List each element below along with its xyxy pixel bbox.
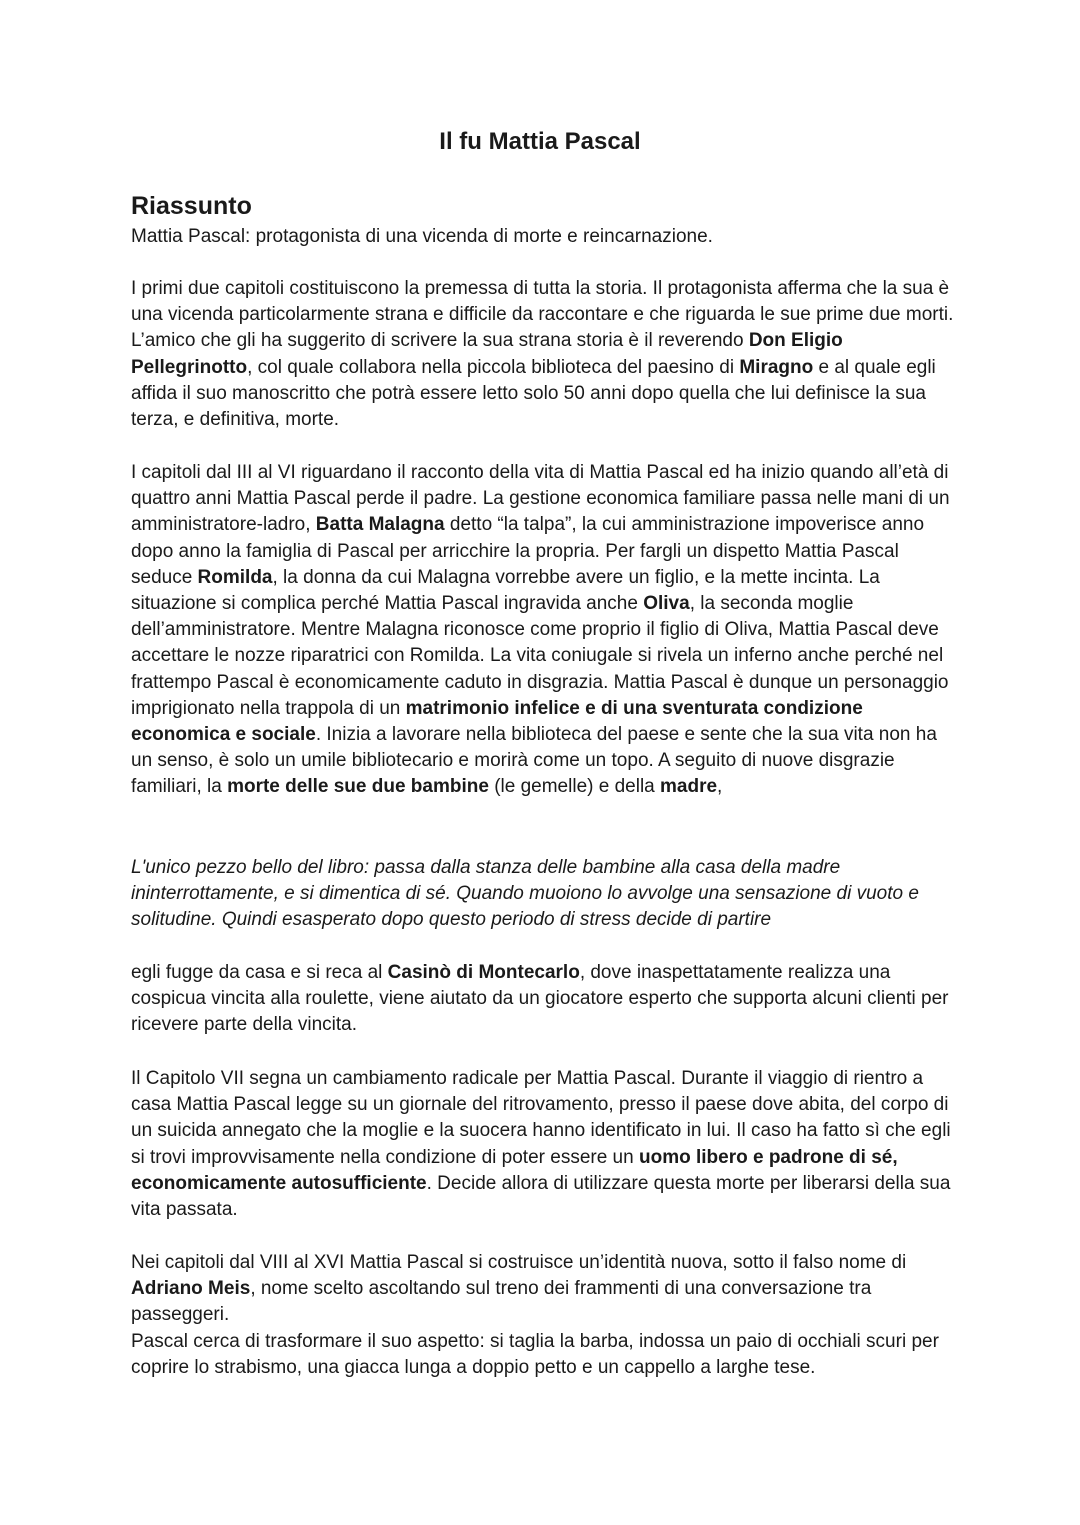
bold-text-run: Casinò di Montecarlo <box>387 962 580 983</box>
bold-text-run: morte delle sue due bambine <box>227 776 489 798</box>
paragraph-chapter-7 <box>131 1066 961 1223</box>
text-run: e al quale egli affida il suo manoscritto che potrà essere letto solo 50 anni dopo quella che lui definisce la sua terza, e definitiva, morte. <box>131 356 936 431</box>
paragraph-chapters-1-2 <box>131 276 961 433</box>
bold-text-run: Romilda <box>197 566 273 588</box>
bold-text-run: Oliva <box>643 593 690 615</box>
bold-text-run: Miragno <box>739 356 814 378</box>
paragraph-chapters-3-6 <box>131 460 961 801</box>
bold-text-run: madre <box>660 776 718 798</box>
text-run: , col quale collabora nella piccola biblioteca del paesino di <box>247 356 740 378</box>
text-run: I primi due capitoli costituiscono la premessa di tutta la storia. Il protagonista afferma che la sua è una vicenda particolarmente strana e difficile da raccontare e che riguarda le sue prime due morti. L’amico che gli ha suggerito di scrivere la sua strana storia è il reverendo <box>131 278 954 352</box>
text-run: egli fugge da casa e si reca al <box>131 962 388 983</box>
text-run: . Decide allora di utilizzare questa morte per liberarsi della sua vita passata. <box>131 1172 951 1221</box>
bold-text-run: matrimonio infelice e di una sventurata condizione economica e sociale <box>131 697 863 746</box>
text-run: Pascal cerca di trasformare il suo aspetto: si taglia la barba, indossa un paio di occhiali scuri per coprire lo strabismo, una giacca lunga a doppio petto e un cappello a larghe tese. <box>131 1331 939 1379</box>
bold-text-run: Don Eligio Pellegrinotto <box>131 330 843 378</box>
bold-text-run: Adriano Meis <box>131 1278 251 1300</box>
text-run: L'unico pezzo bello del libro: passa dalla stanza delle bambine alla casa della madre ininterrottamente, e si dimentica di sé. Quando muoiono lo avvolge una sensazione di vuoto e solitudine. Quindi esasperato dopo questo periodo di stress decide di partire <box>131 857 919 931</box>
text-run: Nei capitoli dal VIII al XVI Mattia Pascal si costruisce un’identità nuova, sotto il falso nome di <box>131 1252 907 1273</box>
section-heading: Riassunto <box>131 192 252 220</box>
text-run: , la donna da cui Malagna vorrebbe avere un figlio, e la mette incinta. La situazione si complica perché Mattia Pascal ingravida anche <box>131 566 880 615</box>
bold-text-run: uomo libero e padrone di sé, economicamente autosufficiente <box>131 1146 898 1194</box>
text-run: . Inizia a lavorare nella biblioteca del paese e sente che la sua vita non ha un senso, è solo un umile bibliotecario e morirà come un topo. A seguito di nuove disgrazie familiari, la <box>131 724 937 798</box>
text-run: , <box>717 776 723 798</box>
text-run: detto “la talpa”, la cui amministrazione impoverisce anno dopo anno la famiglia di Pascal per arricchire la propria. Per fargli un dispetto Mattia Pascal seduce <box>131 514 925 588</box>
text-run: I capitoli dal III al VI riguardano il racconto della vita di Mattia Pascal ed ha inizio quando all’età di quattro anni Mattia Pascal perde il padre. La gestione economica familiare passa nelle mani di un amministratore-ladro, <box>131 462 950 536</box>
document-title: Il fu Mattia Pascal <box>439 128 641 155</box>
paragraph-montecarlo <box>131 960 961 1039</box>
paragraph-chapters-8-16 <box>131 1250 961 1329</box>
paragraph-appearance <box>131 1329 961 1381</box>
text-run: Mattia Pascal: protagonista di una vicenda di morte e reincarnazione. <box>131 226 713 247</box>
text-run: Il Capitolo VII segna un cambiamento radicale per Mattia Pascal. Durante il viaggio di rientro a casa Mattia Pascal legge su un giornale del ritrovamento, presso il paese dove abita, del corpo di un suicida annegato che la moglie e la suocera hanno identificato in lui. Il caso ha fatto sì che egli si trovi improvvisamente nella condizione di poter essere un <box>131 1068 951 1168</box>
text-run: (le gemelle) e della <box>488 776 661 798</box>
text-run: , nome scelto ascoltando sul treno dei frammenti di una conversazione tra passeggeri. <box>131 1278 872 1326</box>
paragraph-intro <box>131 224 961 250</box>
text-run: , la seconda moglie dell’amministratore. Mentre Malagna riconosce come proprio il figlio di Oliva, Mattia Pascal deve accettare le nozze riparatrici con Romilda. La vita coniugale si rivela un inferno anche perché nel frattempo Pascal è economicamente caduto in disgrazia. Mattia Pascal è dunque un personaggio imprigionato nella trappola di un <box>131 593 949 719</box>
bold-text-run: Batta Malagna <box>315 514 445 536</box>
paragraph-italic-note <box>131 855 961 934</box>
text-run: , dove inaspettatamente realizza una cospicua vincita alla roulette, viene aiutato da un giocatore esperto che supporta alcuni clienti per ricevere parte della vincita. <box>131 962 949 1036</box>
